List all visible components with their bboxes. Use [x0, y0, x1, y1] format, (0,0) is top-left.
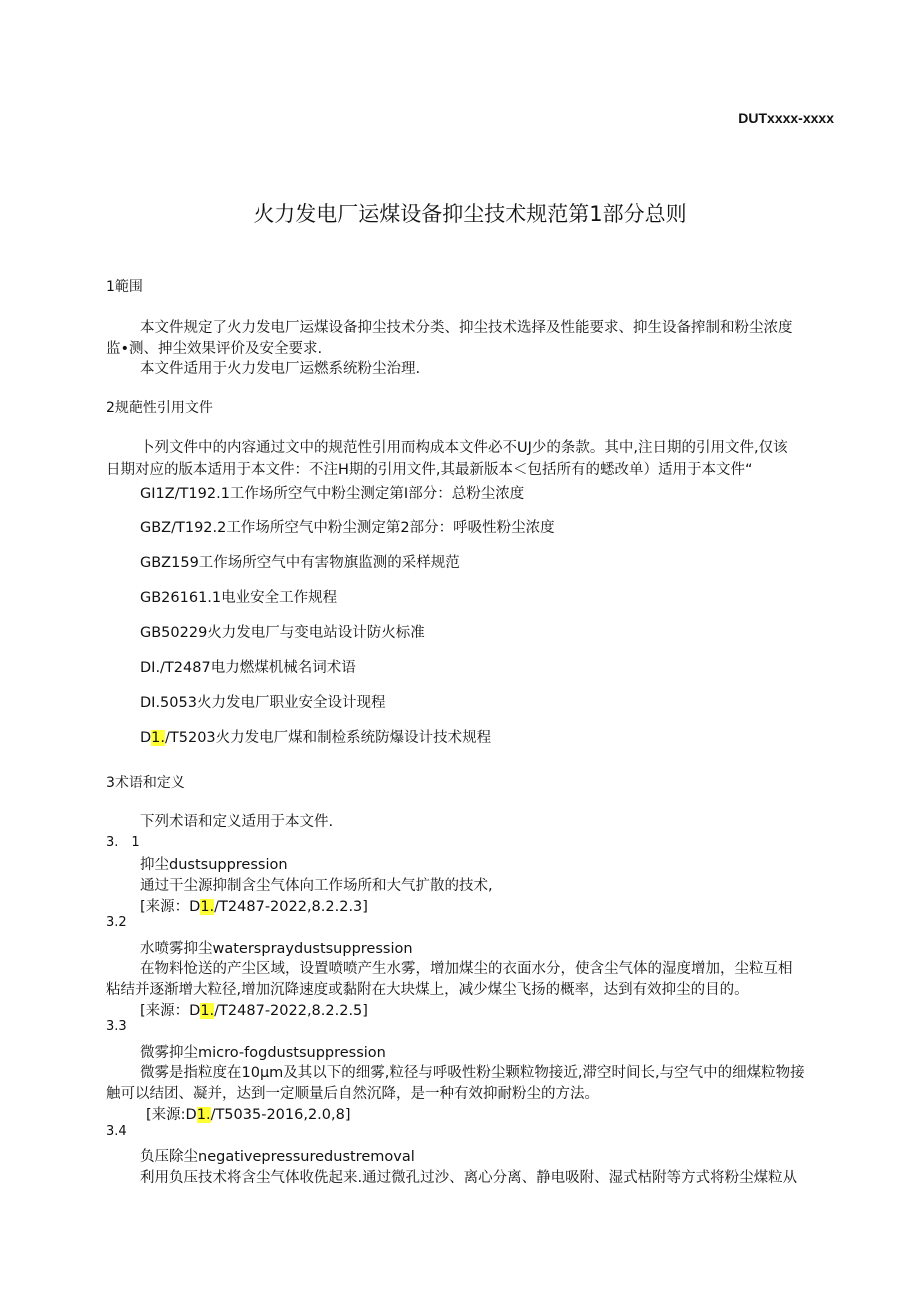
term-name: 水喷雾抑尘waterspraydustsuppression	[140, 941, 413, 957]
term-number: 3.2	[106, 915, 127, 930]
section-1-heading: 1範围	[106, 279, 143, 295]
highlight-mark: 1.	[196, 1107, 211, 1123]
reference-item: DI./T2487电力燃煤机械名词术语	[140, 660, 356, 676]
source-rest: /T2487-2022,8.2.2.5]	[214, 1003, 368, 1019]
term-definition: 触可以结团、凝并，达到一定顺量后自然沉降，是一种有效抑耐粉尘的方法。	[106, 1086, 599, 1102]
section-2-intro-line-1: 卜列文件中的内容通过文中的规范性引用而构成本文件必不UJ少的条款。其中,注日期的引用文件,仅该	[140, 440, 788, 456]
term-name: 抑尘dustsuppression	[140, 857, 288, 873]
term-source	[140, 895, 368, 916]
reference-rest: /T5203火力发电厂煤和制检系统防爆设计技术规程	[165, 730, 492, 746]
section-1-para-2: 本文件适用于火力发电厂运燃系统粉尘治理.	[140, 361, 421, 377]
term-definition: 在物料怆送的产尘区域，设置喷喷产生水雾，增加煤尘的衣面水分，使含尘气体的湿度增加，尘粒互相	[140, 961, 793, 977]
source-prefix: [来源:D	[146, 1107, 197, 1123]
section-2-intro-line-2: 日期对应的版本适用于本文件：不注H期的引用文件,其最新版本＜包括所有的蟋改单）适用于本文件“	[106, 462, 753, 478]
source-rest: /T2487-2022,8.2.2.3]	[214, 899, 368, 915]
reference-item: GBZ159工作场所空气中有害物旗监测的采样规范	[140, 555, 460, 571]
term-number: 3.3	[106, 1019, 127, 1034]
section-3-intro: 下列术语和定义适用于本文件.	[140, 814, 334, 830]
term-definition: 微雾是指粒度在10μm及其以下的细雾,粒径与呼吸性粉尘颗粒物接近,滞空时间长,与空气中的细煤粒物接	[140, 1065, 805, 1081]
section-2-heading: 2规葩性引用文件	[106, 400, 213, 416]
term-definition: 利用负压技术将含尘气体收侁起来.通过微孔过沙、离心分离、静电吸附、湿式枯附等方式将粉尘煤粒从	[140, 1170, 798, 1186]
term-source	[140, 999, 368, 1020]
document-title: 火力发电厂运煤设备抑尘技术规范第1部分总则	[253, 202, 687, 226]
reference-item	[140, 726, 491, 747]
section-1-para-1-line-2: 监•测、抻尘效果评价及安全要求.	[106, 341, 323, 357]
reference-item: GB50229火力发电厂与变电站设计防火标准	[140, 625, 425, 641]
standard-code: DUTxxxx-xxxx	[738, 110, 834, 126]
reference-item: DI.5053火力发电厂职业安全设计现程	[140, 695, 386, 711]
reference-prefix: D	[140, 730, 152, 746]
reference-item: GI1Z/T192.1工作场所空气中粉尘测定第I部分：总粉尘浓度	[140, 486, 525, 502]
source-prefix: [来源：D	[140, 899, 201, 915]
source-prefix: [来源：D	[140, 1003, 201, 1019]
source-rest: /T5035-2016,2.0,8]	[210, 1107, 351, 1123]
reference-item: GBZ/T192.2工作场所空气中粉尘测定第2部分：呼吸性粉尘浓度	[140, 520, 555, 536]
highlight-mark: 1.	[151, 730, 166, 746]
term-source	[146, 1103, 351, 1124]
term-definition: 粘结并逐渐增大粒径,增加沉降速度或黏附在大块煤上，减少煤尘飞扬的概率，达到有效抑尘的目的。	[106, 982, 749, 998]
term-definition: 通过干尘源抑制含尘气体向工作场所和大气扩散的技术,	[140, 878, 493, 894]
reference-item: GB26161.1电业安全工作规程	[140, 590, 338, 606]
section-3-heading: 3术语和定义	[106, 775, 185, 791]
term-name: 微雾抑尘micro-fogdustsuppression	[140, 1045, 386, 1061]
term-name: 负压除尘negativepressuredustremoval	[140, 1149, 415, 1165]
term-number: 3. 1	[106, 835, 140, 850]
term-number: 3.4	[106, 1124, 127, 1139]
highlight-mark: 1.	[200, 1003, 215, 1019]
section-1-para-1-line-1: 本文件规定了火力发电厂运煤设备抑尘技术分类、抑尘技术选择及性能要求、抑生设备搾制和粉尘浓度	[140, 320, 793, 336]
highlight-mark: 1.	[200, 899, 215, 915]
